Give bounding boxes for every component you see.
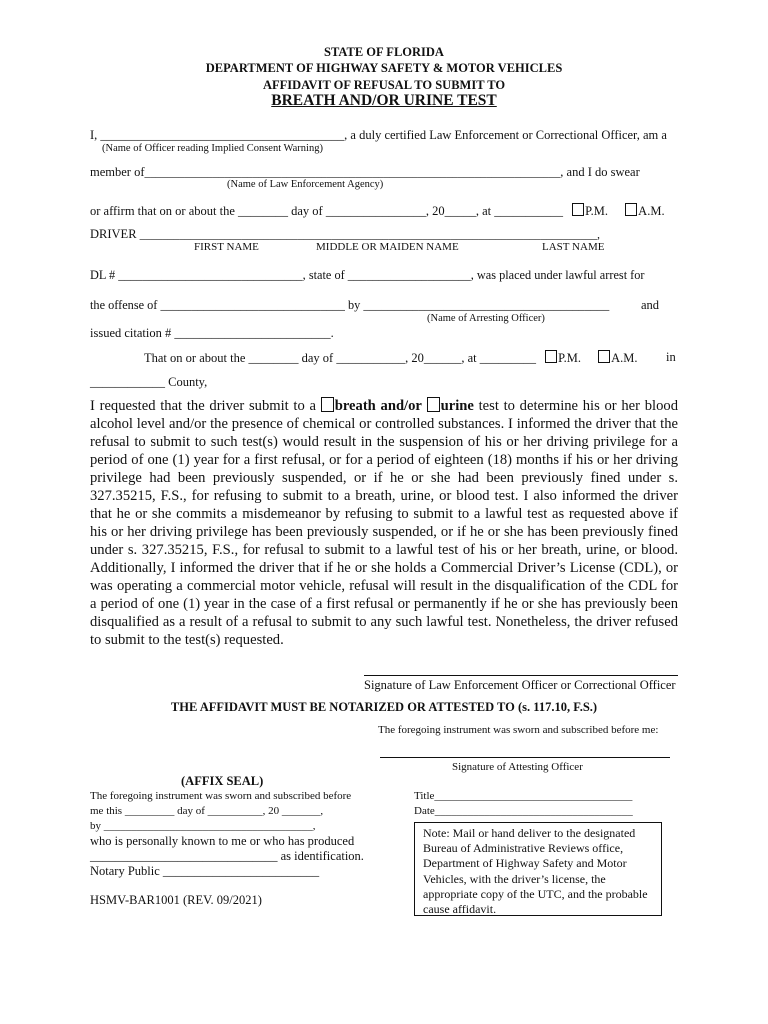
officer-signature-caption: Signature of Law Enforcement Officer or Correctional Officer [364,678,676,692]
that-pm-label: P.M. [558,351,582,365]
that-pm-checkbox[interactable] [545,350,557,363]
date-field[interactable]: Date____________________________________ [414,805,633,817]
agency-suffix: , and I do swear [560,165,640,179]
offense-row[interactable]: the offense of ______________________________ by ________________________________________ [90,298,610,312]
offense-and: and [641,298,660,312]
that-am-label: A.M. [611,351,638,365]
that-am-checkbox[interactable] [598,350,610,363]
header-department: DEPARTMENT OF HIGHWAY SAFETY & MOTOR VEHICLES [205,61,563,75]
notary-public-field[interactable]: Notary Public _________________________ [90,864,320,878]
pm-label: P.M. [585,204,609,218]
middle-name-caption: MIDDLE OR MAIDEN NAME [316,241,459,253]
driver-label: DRIVER [90,227,137,241]
that-date-time-field[interactable]: That on or about the ________ day of ___________, 20______, at _________ [144,351,536,365]
affix-seal-label: (AFFIX SEAL) [181,774,264,788]
date-row [90,203,665,219]
form-number: HSMV-BAR1001 (REV. 09/2021) [90,893,262,907]
last-name-caption: LAST NAME [542,241,605,253]
sworn-right-text: The foregoing instrument was sworn and subscribed before me: [378,724,659,736]
agency-prefix: member of [90,165,145,179]
by-field[interactable]: by ______________________________________, [90,820,316,832]
notary-heading: THE AFFIDAVIT MUST BE NOTARIZED OR ATTESTED TO (s. 117.10, F.S.) [170,700,598,714]
officer-row [90,128,667,143]
paragraph-start: I requested that the driver submit to a [90,398,321,414]
driver-row [90,227,600,242]
officer-name-field[interactable]: _______________________________________ [100,128,345,142]
me-this-field[interactable]: me this _________ day of __________, 20 _______, [90,805,324,817]
mailing-note: Note: Mail or hand deliver to the designated Bureau of Administrative Reviews office, Department of Highway Safety and Motor Vehicles, with the driver’s license, the appropriate copy of the UTC, and the probable cause affidavit. [414,822,662,916]
header-affidavit: AFFIDAVIT OF REFUSAL TO SUBMIT TO [262,78,506,92]
agency-caption: (Name of Law Enforcement Agency) [227,179,384,190]
arresting-officer-caption: (Name of Arresting Officer) [427,313,545,324]
urine-checkbox[interactable] [427,397,440,412]
breath-checkbox[interactable] [321,397,334,412]
first-name-caption: FIRST NAME [194,241,259,253]
agency-name-field[interactable]: _________________________________________________________________________ [144,167,561,179]
driver-name-field[interactable]: _________________________________________________________________________________, [139,229,601,241]
officer-signature-line[interactable] [364,675,678,676]
refusal-paragraph [90,397,678,649]
that-row [144,350,638,366]
officer-caption: (Name of Officer reading Implied Consent Warning) [102,143,323,154]
dl-row[interactable]: DL # ______________________________, state of ____________________, was placed under lawful arrest for [90,268,645,282]
page-title: BREATH AND/OR URINE TEST [271,92,497,109]
known-text: who is personally known to me or who has produced [90,834,355,848]
attesting-signature-line[interactable] [380,757,670,758]
identification-field[interactable]: ______________________________ as identification. [90,849,364,863]
title-field[interactable]: Title____________________________________ [414,790,633,802]
urine-option-label: urine [440,398,474,414]
county-row[interactable]: ____________ County, [90,375,208,389]
breath-option-label: breath and/or [334,398,422,414]
header-state: STATE OF FLORIDA [324,45,444,59]
officer-prefix: I, [90,128,101,142]
paragraph-rest: test to determine his or her blood alcohol level and/or the presence of chemical or controlled substances. I informed the driver that the refusal to submit to such test(s) would result in the suspension of his or her driving privilege for a period of one (1) year for a first refusal, or for a period of eighteen (18) months if his or her driving privilege had been previously suspended, or if he or she had been previously fined under s. 327.35215, F.S., for refusing to submit to a breath, urine, or blood test. I also informed the driver that he or she commits a misdemeanor by refusing to submit to a lawful test as requested above if his or her driving privilege has been previously suspended, or if he or she has been previously fined under s. 327.35215, F.S., for refusal to submit to a lawful test of his or her breath, urine, or blood. Additionally, I informed the driver that if he or she holds a Commercial Driver’s License (CDL), or was operating a commercial motor vehicle, refusal will result in the disqualification of the CDL for a period of one (1) year in the case of a first refusal or permanently if he or she has previously been disqualified as a result of a refusal to submit to any such lawful test. Nonetheless, the driver refused to submit to the test(s) requested. [90,398,678,648]
pm-checkbox[interactable] [572,203,584,216]
am-checkbox[interactable] [625,203,637,216]
citation-row[interactable]: issued citation # _________________________. [90,326,334,340]
agency-row [90,165,640,180]
attesting-signature-caption: Signature of Attesting Officer [452,761,583,773]
date-time-field[interactable]: or affirm that on or about the ________ day of ________________, 20_____, at ___________ [90,204,563,218]
that-in: in [666,350,676,364]
sworn-left-text: The foregoing instrument was sworn and subscribed before [90,790,352,802]
am-label: A.M. [638,204,665,218]
officer-suffix: , a duly certified Law Enforcement or Correctional Officer, am a [344,128,667,142]
